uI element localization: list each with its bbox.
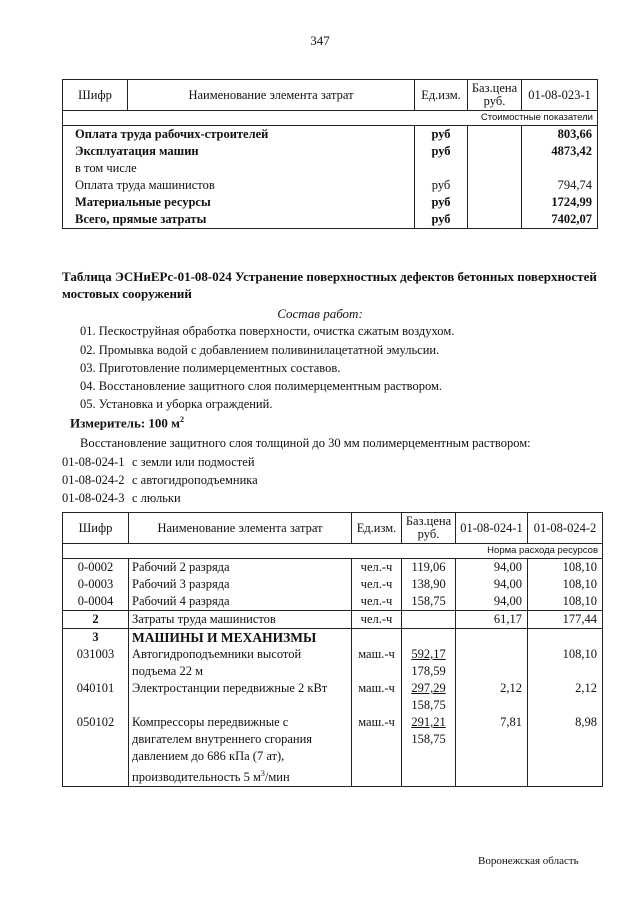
subheader-resource-norms: Норма расхода ресурсов: [63, 544, 603, 559]
row-code: 0-0003: [63, 576, 129, 593]
row-name: Всего, прямые затраты: [63, 211, 415, 229]
table-row: [63, 160, 598, 177]
subheader-row: [63, 111, 598, 126]
row-unit: чел.-ч: [352, 611, 402, 629]
row-base-price: [468, 160, 522, 177]
header-name: Наименование элемента затрат: [128, 80, 415, 111]
row-base-price: 119,06: [402, 559, 456, 577]
footer-region: Воронежская область: [478, 855, 579, 867]
row-unit: маш.-ч: [352, 680, 402, 714]
section-title: Таблица ЭСНиЕРс-01-08-024 Устранение поверхностных дефектов бетонных поверхностей мостовых сооружений: [62, 269, 597, 301]
row-code: 040101: [63, 680, 129, 714]
price-current: 592,17: [411, 647, 446, 661]
table-row: [63, 593, 603, 611]
price-base: 178,59: [411, 664, 446, 678]
work-item: 04. Восстановление защитного слоя полимерцементным раствором.: [80, 379, 443, 393]
table-header-row: [63, 80, 598, 111]
row-unit: руб: [415, 177, 468, 194]
table-row: [63, 143, 598, 160]
table-row: [63, 126, 598, 144]
header-base-price: Баз.цена руб.: [468, 80, 522, 111]
row-value-2: 108,10: [528, 559, 603, 577]
row-base-price: [468, 177, 522, 194]
code-id: 01-08-024-2: [62, 473, 125, 487]
subheader-cost-indicators: Стоимостные показатели: [63, 111, 598, 126]
row-name: Автогидроподъемники высотой подъема 22 м: [129, 646, 352, 680]
row-base-price: [468, 194, 522, 211]
row-name-text: Компрессоры передвижные с двигателем внутреннего сгорания давлением до 686 кПа (7 ат), производительность 5 м: [132, 715, 313, 785]
table-row: [63, 576, 603, 593]
row-code: 050102: [63, 714, 129, 787]
row-value-1: 94,00: [456, 559, 528, 577]
row-value: 803,66: [522, 126, 598, 144]
row-base-price: [402, 680, 456, 714]
row-value-2: 108,10: [528, 646, 603, 680]
row-name: Рабочий 2 разряда: [129, 559, 352, 577]
row-code: 0-0004: [63, 593, 129, 611]
work-description: Восстановление защитного слоя толщиной до 30 мм полимерцементным раствором:: [80, 436, 531, 450]
table-row: [63, 680, 603, 714]
row-base-price: [468, 211, 522, 229]
price-current: 291,21: [411, 715, 446, 729]
row-value-1: 94,00: [456, 576, 528, 593]
code-text: с автогидроподъемника: [132, 473, 258, 487]
row-value-1: [456, 646, 528, 680]
row-value-1: 94,00: [456, 593, 528, 611]
row-name: Материальные ресурсы: [63, 194, 415, 211]
row-unit: чел.-ч: [352, 559, 402, 577]
row-code: 2: [63, 611, 129, 629]
row-value-2: 8,98: [528, 714, 603, 787]
price-base: 158,75: [411, 698, 446, 712]
subheader-row: [63, 544, 603, 559]
measure-label: Измеритель: 100 м: [70, 415, 181, 431]
row-unit: руб: [415, 143, 468, 160]
header-col1: 01-08-024-1: [456, 513, 528, 544]
header-code: Шифр: [63, 80, 128, 111]
row-base-price: [402, 646, 456, 680]
header-code: Шифр: [63, 513, 129, 544]
row-unit: руб: [415, 194, 468, 211]
code-text: с люльки: [132, 491, 181, 505]
row-unit: [352, 629, 402, 647]
row-value-2: 2,12: [528, 680, 603, 714]
row-name: в том числе: [63, 160, 415, 177]
table-row: [63, 629, 603, 647]
row-unit: чел.-ч: [352, 593, 402, 611]
table-row: [63, 714, 603, 787]
header-name: Наименование элемента затрат: [129, 513, 352, 544]
table-row: [63, 646, 603, 680]
code-id: 01-08-024-1: [62, 455, 125, 469]
row-value: 794,74: [522, 177, 598, 194]
row-unit: маш.-ч: [352, 714, 402, 787]
header-col2: 01-08-024-2: [528, 513, 603, 544]
code-line: [62, 473, 258, 488]
measure-sup: 2: [180, 415, 185, 424]
row-unit: чел.-ч: [352, 576, 402, 593]
row-name: Рабочий 3 разряда: [129, 576, 352, 593]
row-code: 031003: [63, 646, 129, 680]
header-unit: Ед.изм.: [415, 80, 468, 111]
works-heading: Состав работ:: [277, 306, 363, 321]
page-number: 347: [310, 33, 330, 48]
table-row: [63, 177, 598, 194]
row-unit: маш.-ч: [352, 646, 402, 680]
row-value-2: 108,10: [528, 593, 603, 611]
cost-table-01-08-023: [62, 79, 598, 229]
row-base-price: 158,75: [402, 593, 456, 611]
work-item: 01. Пескоструйная обработка поверхности, очистка сжатым воздухом.: [80, 324, 455, 338]
table-row: [63, 611, 603, 629]
row-value: 4873,42: [522, 143, 598, 160]
work-item: 02. Промывка водой с добавлением поливинилацетатной эмульсии.: [80, 343, 440, 357]
row-base-price: [468, 126, 522, 144]
row-base-price: [468, 143, 522, 160]
row-name: Оплата труда рабочих-строителей: [63, 126, 415, 144]
code-id: 01-08-024-3: [62, 491, 125, 505]
code-text: с земли или подмостей: [132, 455, 255, 469]
row-code: 0-0002: [63, 559, 129, 577]
row-name: [129, 714, 352, 787]
header-col1: 01-08-023-1: [522, 80, 598, 111]
row-name: Затраты труда машинистов: [129, 611, 352, 629]
row-value: 1724,99: [522, 194, 598, 211]
row-value-1: 61,17: [456, 611, 528, 629]
row-unit: [415, 160, 468, 177]
price-current: 297,29: [411, 681, 446, 695]
row-name-sup: 3: [260, 769, 265, 778]
row-value: [522, 160, 598, 177]
row-value: 7402,07: [522, 211, 598, 229]
code-line: [62, 491, 181, 506]
table-row: [63, 211, 598, 229]
table-row: [63, 559, 603, 577]
work-item: 05. Установка и уборка ограждений.: [80, 397, 273, 411]
row-name: МАШИНЫ И МЕХАНИЗМЫ: [129, 629, 352, 647]
price-base: 158,75: [411, 732, 446, 746]
table-row: [63, 194, 598, 211]
row-name: Электростанции передвижные 2 кВт: [129, 680, 352, 714]
row-name-tail: /мин: [264, 770, 290, 785]
row-base-price: [402, 611, 456, 629]
row-base-price: [402, 629, 456, 647]
measure-unit: [70, 415, 184, 431]
table-header-row: [63, 513, 603, 544]
row-code: 3: [63, 629, 129, 647]
row-name: Оплата труда машинистов: [63, 177, 415, 194]
row-base-price: [402, 714, 456, 787]
work-item: 03. Приготовление полимерцементных составов.: [80, 361, 341, 375]
row-unit: руб: [415, 126, 468, 144]
row-value-1: 2,12: [456, 680, 528, 714]
row-value-2: [528, 629, 603, 647]
row-unit: руб: [415, 211, 468, 229]
row-value-1: [456, 629, 528, 647]
row-value-2: 108,10: [528, 576, 603, 593]
header-base-price: Баз.цена руб.: [402, 513, 456, 544]
code-line: [62, 455, 255, 470]
row-value-1: 7,81: [456, 714, 528, 787]
row-name: Рабочий 4 разряда: [129, 593, 352, 611]
resource-table-01-08-024: [62, 512, 603, 787]
row-base-price: 138,90: [402, 576, 456, 593]
row-value-2: 177,44: [528, 611, 603, 629]
header-unit: Ед.изм.: [352, 513, 402, 544]
row-name: Эксплуатация машин: [63, 143, 415, 160]
